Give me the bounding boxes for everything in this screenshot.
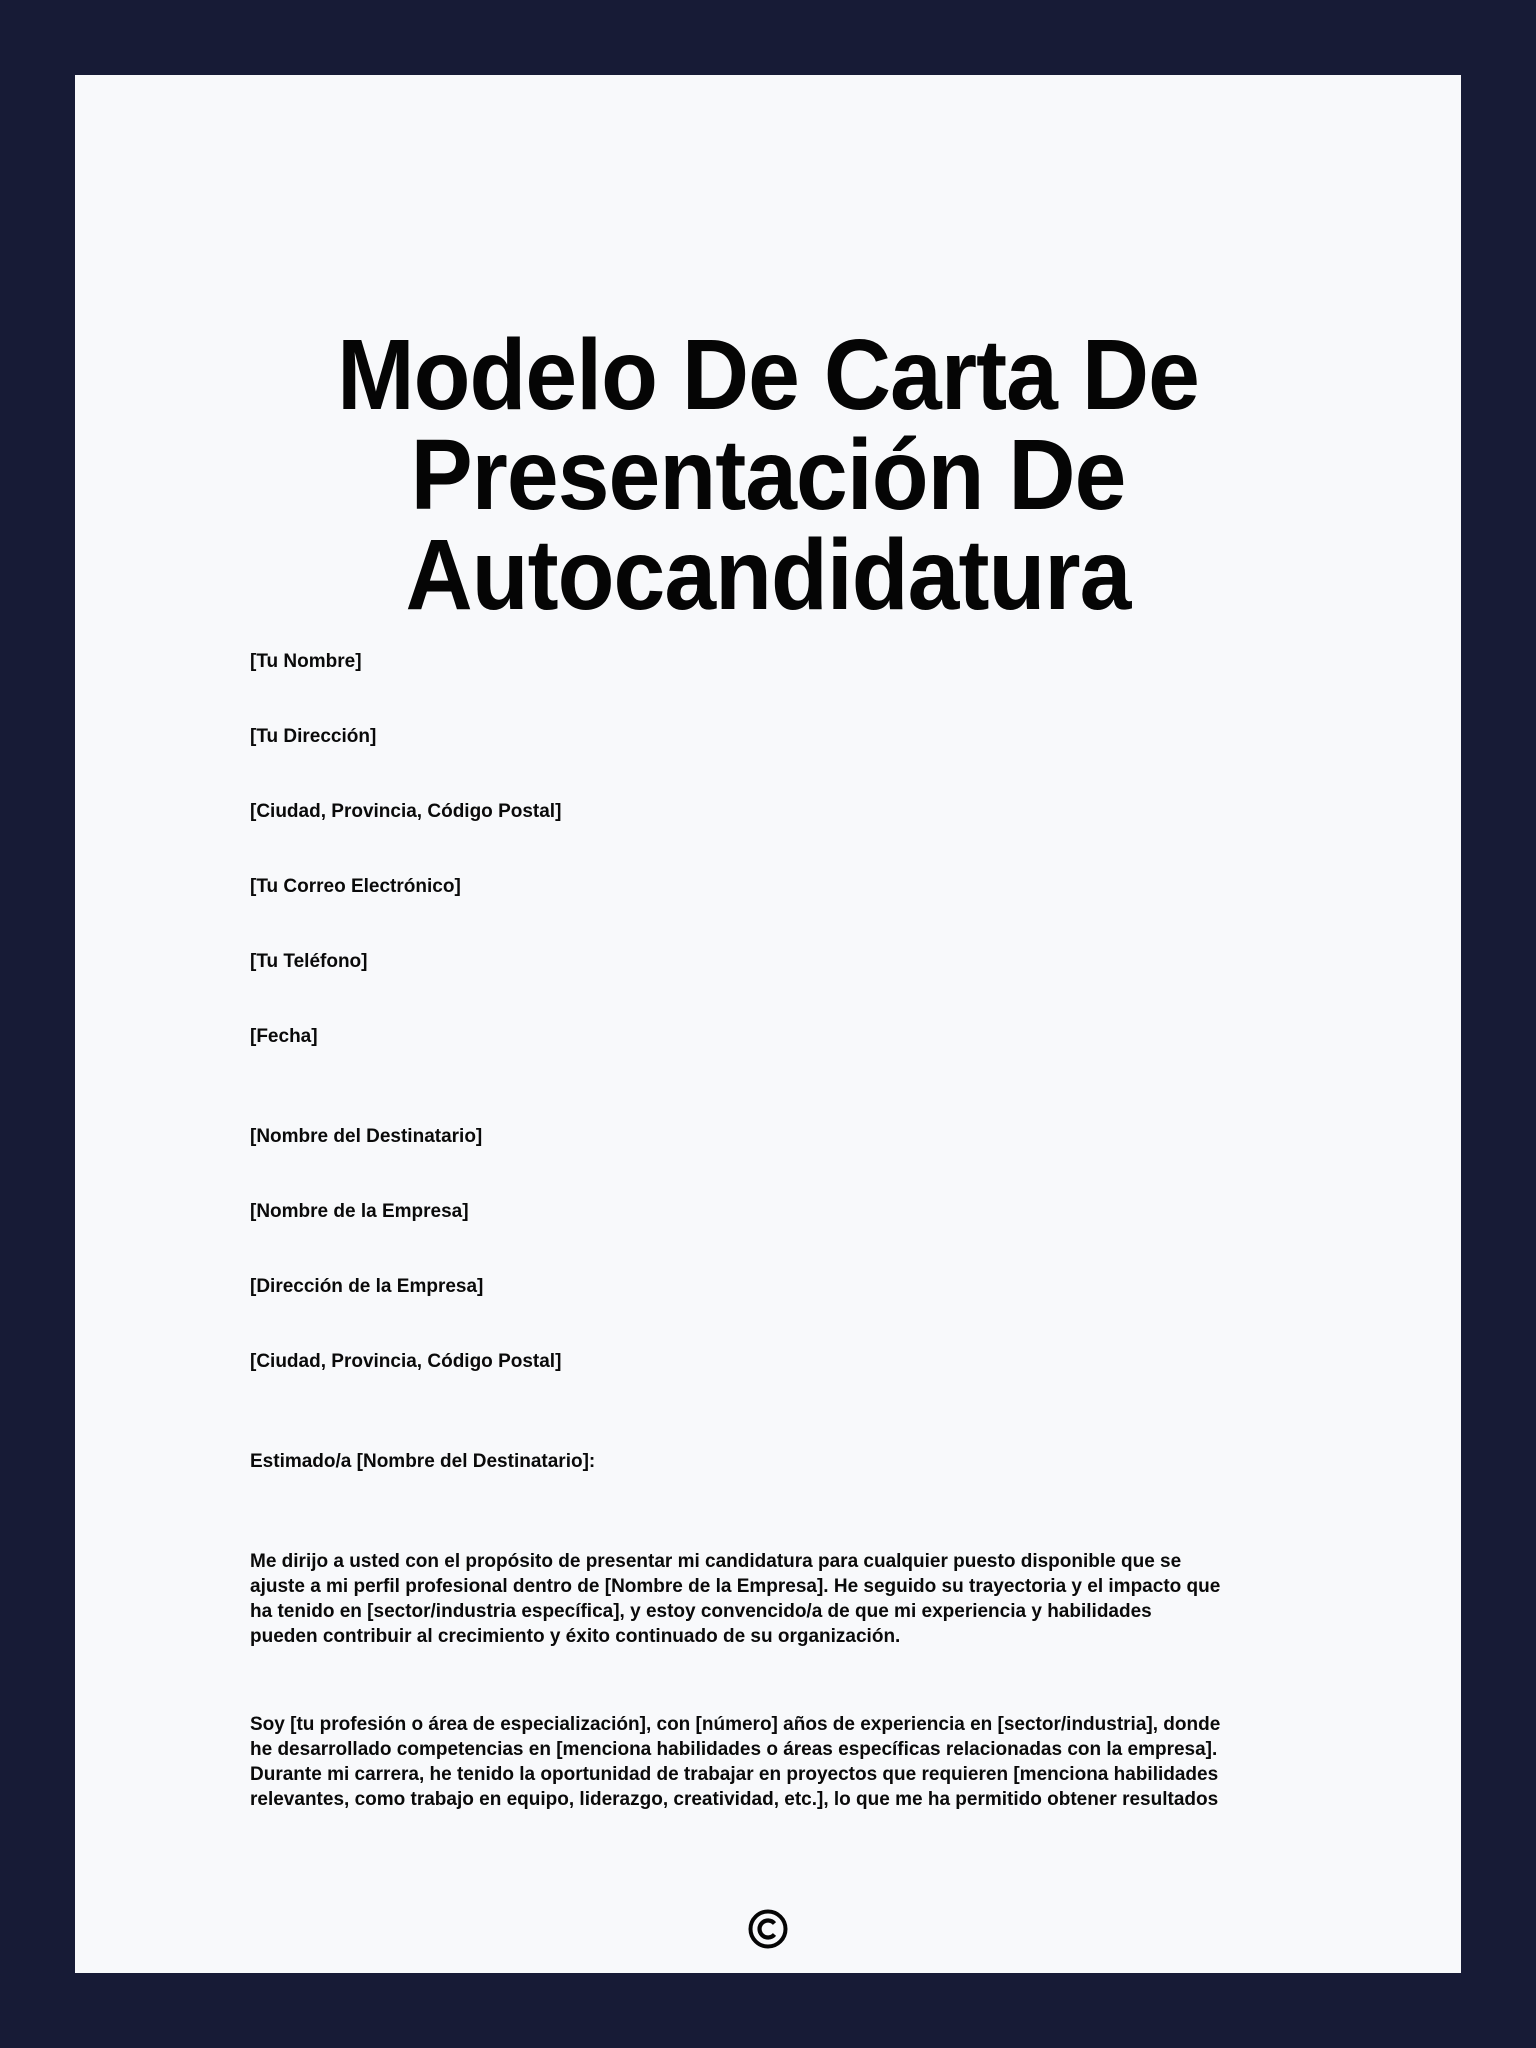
greeting: Estimado/a [Nombre del Destinatario]: [250, 1451, 596, 1472]
recipient-city: [Ciudad, Provincia, Código Postal] [250, 1351, 562, 1372]
paragraph-line: he desarrollado competencias en [menciona habilidades o áreas específicas relacionadas con la empresa]. [250, 1739, 1218, 1760]
sender-phone: [Tu Teléfono] [250, 951, 368, 972]
sender-email: [Tu Correo Electrónico] [250, 876, 461, 897]
paragraph-line: ha tenido en [sector/industria específica], y estoy convencido/a de que mi experiencia y habilidades [250, 1601, 1152, 1622]
body-paragraph [250, 1549, 1290, 1649]
paragraph-line: ajuste a mi perfil profesional dentro de [Nombre de la Empresa]. He seguido su trayectoria y el impacto que [250, 1576, 1221, 1597]
copyright-icon [747, 1908, 789, 1950]
letter-date: [Fecha] [250, 1026, 318, 1047]
paragraph-line: Me dirijo a usted con el propósito de presentar mi candidatura para cualquier puesto disponible que se [250, 1551, 1182, 1572]
sender-name: [Tu Nombre] [250, 651, 362, 672]
body-paragraph [250, 1712, 1290, 1812]
paragraph-line: Durante mi carrera, he tenido la oportunidad de trabajar en proyectos que requieren [menciona habilidades [250, 1764, 1219, 1785]
truncated-paragraph-container [250, 1712, 1310, 1824]
document-title [124, 319, 1413, 631]
paragraph-line: pueden contribuir al crecimiento y éxito continuado de su organización. [250, 1626, 901, 1647]
recipient-name: [Nombre del Destinatario] [250, 1126, 483, 1147]
title-line: Autocandidatura [405, 519, 1131, 631]
paragraph-line: Soy [tu profesión o área de especialización], con [número] años de experiencia en [sector/industria], donde [250, 1714, 1221, 1735]
sender-address: [Tu Dirección] [250, 726, 377, 747]
document-page [75, 75, 1461, 1973]
title-line: Presentación De [410, 419, 1126, 531]
recipient-address: [Dirección de la Empresa] [250, 1276, 484, 1297]
title-line: Modelo De Carta De [337, 319, 1199, 431]
recipient-company: [Nombre de la Empresa] [250, 1201, 469, 1222]
paragraph-line: relevantes, como trabajo en equipo, liderazgo, creatividad, etc.], lo que me ha permitido obtener resultados [250, 1789, 1219, 1810]
sender-city: [Ciudad, Provincia, Código Postal] [250, 801, 562, 822]
